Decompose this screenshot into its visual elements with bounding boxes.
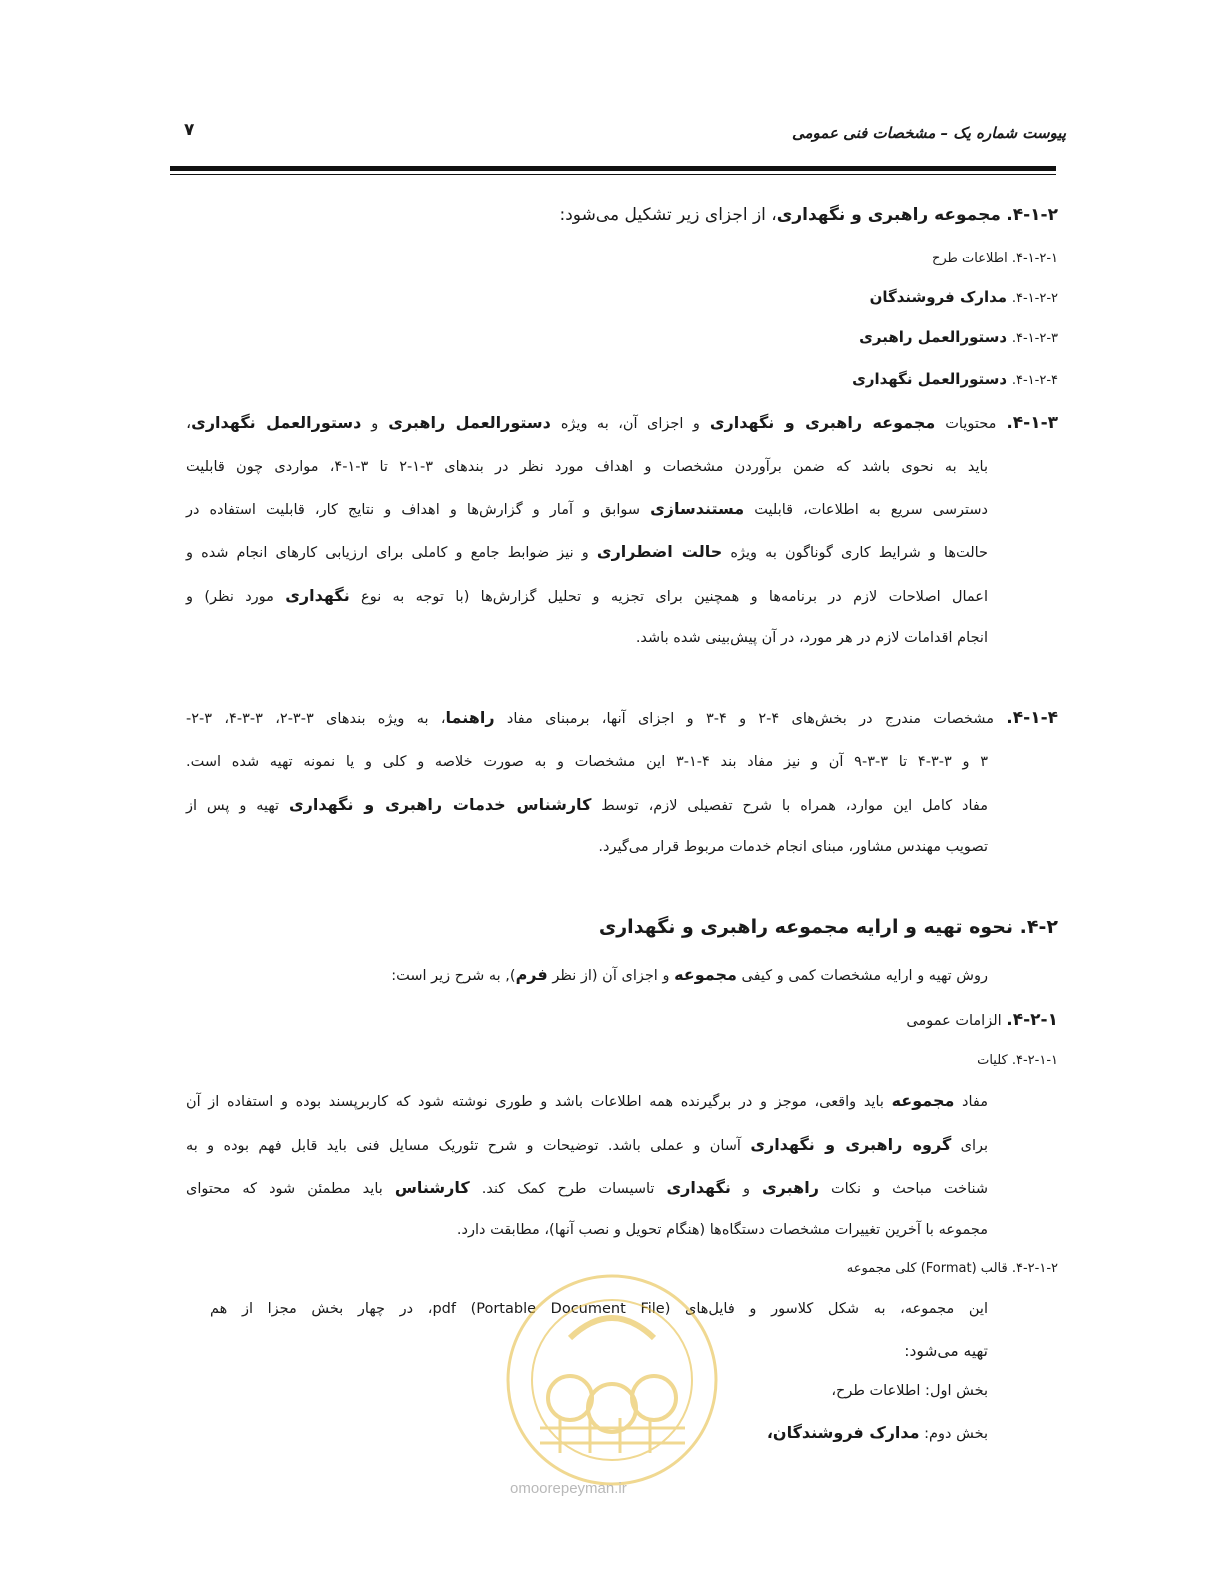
bold-term: دستورالعمل راهبری [388,413,551,432]
paragraph-line [186,498,988,521]
text-run: و اجزای آن، به ویژه [560,416,700,432]
item-number: ۴-۱-۲-۴. [1011,373,1058,388]
text-run: مورد نظر) و [186,589,274,605]
text-run: شناخت مباحث و نکات [830,1181,989,1197]
text-run: و نیز ضوابط جامع و کاملی برای ارزیابی کارهای انجام شده و [186,545,589,561]
list-item [852,368,1058,392]
item-text: مدارک فروشندگان [869,288,1008,306]
paragraph-line: بخش اول: اطلاعات طرح، [831,1383,988,1399]
bold-term: مجموعه [891,1091,955,1110]
text-run: حالت‌ها و شرایط کاری گوناگون به ویژه [730,545,989,561]
item-number: ۴-۲-۱-۱. [1011,1053,1058,1068]
page-number: ۷ [184,120,195,140]
bold-term: کارشناس [394,1178,470,1197]
subsection-4-2-1-2 [847,1258,1058,1280]
text-run: مشخصات مندرج در بخش‌های ۴-۲ و ۴-۳ و اجزای آنها، برمبنای مفاد [506,711,994,727]
item-number: ۴-۱-۲-۱. [1011,251,1058,266]
item-number: ۴-۲-۱-۲. [1011,1261,1058,1276]
item-text: دستورالعمل راهبری [859,328,1008,346]
text-run: تهیه و پس از [186,798,280,814]
paragraph-line [186,1090,988,1113]
section-number: ۴-۱-۳. [1006,413,1059,433]
paragraph-line [186,1134,988,1157]
section-number: ۴-۱-۴. [1006,708,1059,728]
section-4-1-3-line-1 [186,412,1058,435]
item-text: دستورالعمل نگهداری [852,370,1008,388]
list-item [870,286,1058,310]
bold-term: نگهداری [285,586,350,605]
text-run: و [742,1181,750,1197]
text-run: ، [186,413,192,432]
text-run: و اجزای آن (از نظر [552,968,670,984]
text-run: آسان و عملی باشد. توضیحات و شرح تئوریک مسایل فنی باید قابل فهم بوده و به [186,1138,741,1154]
text-run: سوابق و آمار و گزارش‌ها و اهداف و نتایج کار، قابلیت استفاده در [186,502,640,518]
text-run: باید واقعی، موجز و در برگیرنده همه اطلاعات باشد و طوری نوشته شود که کاربرپسند بوده و استفاده از آن [186,1094,884,1110]
section-4-1-4-line-1 [186,707,1058,730]
bold-term: حالت اضطراری [596,542,723,561]
text-run: ، از اجزای زیر تشکیل می‌شود: [559,205,777,225]
header-rule-thick [170,166,1056,171]
section-4-1-2-heading [559,204,1058,226]
header-rule-thin [170,174,1056,175]
paragraph-line: انجام اقدامات لازم در هر مورد، در آن پیش‌بینی شده باشد. [635,630,988,646]
bold-term: نگهداری [666,1178,731,1197]
item-text: کلیات [977,1053,1008,1068]
paragraph-line: این مجموعه، به شکل کلاسور و فایل‌های pdf (Portable Document File)، در چهار بخش مجزا از هم [210,1301,988,1317]
bold-term: راهبری [762,1178,819,1197]
text-run: اعمال اصلاحات لازم در برنامه‌ها و همچنین برای تجزیه و تحلیل گزارش‌ها (با توجه به نوع [361,589,988,605]
text-run: مفاد کامل این موارد، همراه با شرح تفصیلی لازم، توسط [601,798,989,814]
paragraph-line [767,1422,988,1445]
paragraph-line: تهیه می‌شود: [904,1342,988,1360]
text-run: تاسیسات طرح کمک کند. [481,1181,655,1197]
bold-term: فرم [515,965,548,984]
watermark-seal-icon [500,1268,725,1493]
text-run: مفاد [962,1094,989,1110]
text-run: ، به ویژه بندهای ۳-۳-۲، ۳-۳-۴، ۳-۲- [186,711,446,727]
bold-term: راهنما [445,708,495,727]
bold-term: مستندسازی [650,499,745,518]
text-run: محتویات [945,416,997,432]
item-number: ۴-۱-۲-۲. [1011,291,1058,306]
paragraph-line: تصویب مهندس مشاور، مبنای انجام خدمات مربوط قرار می‌گیرد. [598,839,988,855]
bold-term: مدارک فروشندگان، [766,1423,920,1442]
text-run: الزامات عمومی [906,1013,1002,1029]
paragraph-line [186,794,988,817]
bold-term: مجموعه [674,965,737,984]
bold-term: مجموعه راهبری و نگهداری [776,205,1001,225]
subsection-4-2-1 [906,1009,1058,1032]
bold-term: مجموعه راهبری و نگهداری [709,413,936,432]
paragraph-line: باید به نحوی باشد که ضمن برآوردن مشخصات و اهداف مورد نظر در بندهای ۳-۱-۲ تا ۳-۱-۴، مواردی چون قابلیت [186,459,988,475]
paragraph-line: ۳ و ۳-۳-۴ تا ۳-۳-۹ آن و نیز مفاد بند ۴-۱-۳ این مشخصات و به صورت خلاصه و کلی و یا نمونه تهیه شده است. [186,754,988,770]
intro-line [391,964,988,987]
section-4-2-heading: ۴-۲. نحوه تهیه و ارایه مجموعه راهبری و نگهداری [598,916,1058,938]
text-run: و [371,416,379,432]
paragraph-line [186,1177,988,1200]
bold-term: دستورالعمل نگهداری [191,413,362,432]
item-number: ۴-۱-۲-۳. [1011,331,1058,346]
text-run: بخش دوم: [924,1426,988,1442]
item-text: قالب (Format) کلی مجموعه [846,1261,1008,1276]
list-item [859,326,1058,350]
bold-term: گروه راهبری و نگهداری [750,1135,952,1154]
section-number: ۴-۲-۱. [1006,1010,1058,1030]
paragraph-line [186,585,988,608]
text-run: ), به شرح زیر است: [391,968,516,984]
list-item [932,248,1058,270]
bold-term: کارشناس خدمات راهبری و نگهداری [288,795,592,814]
running-header-title: پیوست شماره یک – مشخصات فنی عمومی [792,124,1066,142]
text-run: روش تهیه و ارایه مشخصات کمی و کیفی [741,968,988,984]
text-run: باید مطمئن شود که محتوای [186,1181,383,1197]
watermark-text: omoorepeyman.ir [510,1480,627,1497]
text-run: دسترسی سریع به اطلاعات، قابلیت [754,502,988,518]
paragraph-line: مجموعه با آخرین تغییرات مشخصات دستگاه‌ها (هنگام تحویل و نصب آنها)، مطابقت دارد. [456,1222,988,1238]
section-number: ۴-۱-۲. [1006,205,1058,225]
paragraph-line [186,541,988,564]
text-run: برای [960,1138,989,1154]
subsection-4-2-1-1 [977,1050,1058,1072]
item-text: اطلاعات طرح [931,251,1008,266]
